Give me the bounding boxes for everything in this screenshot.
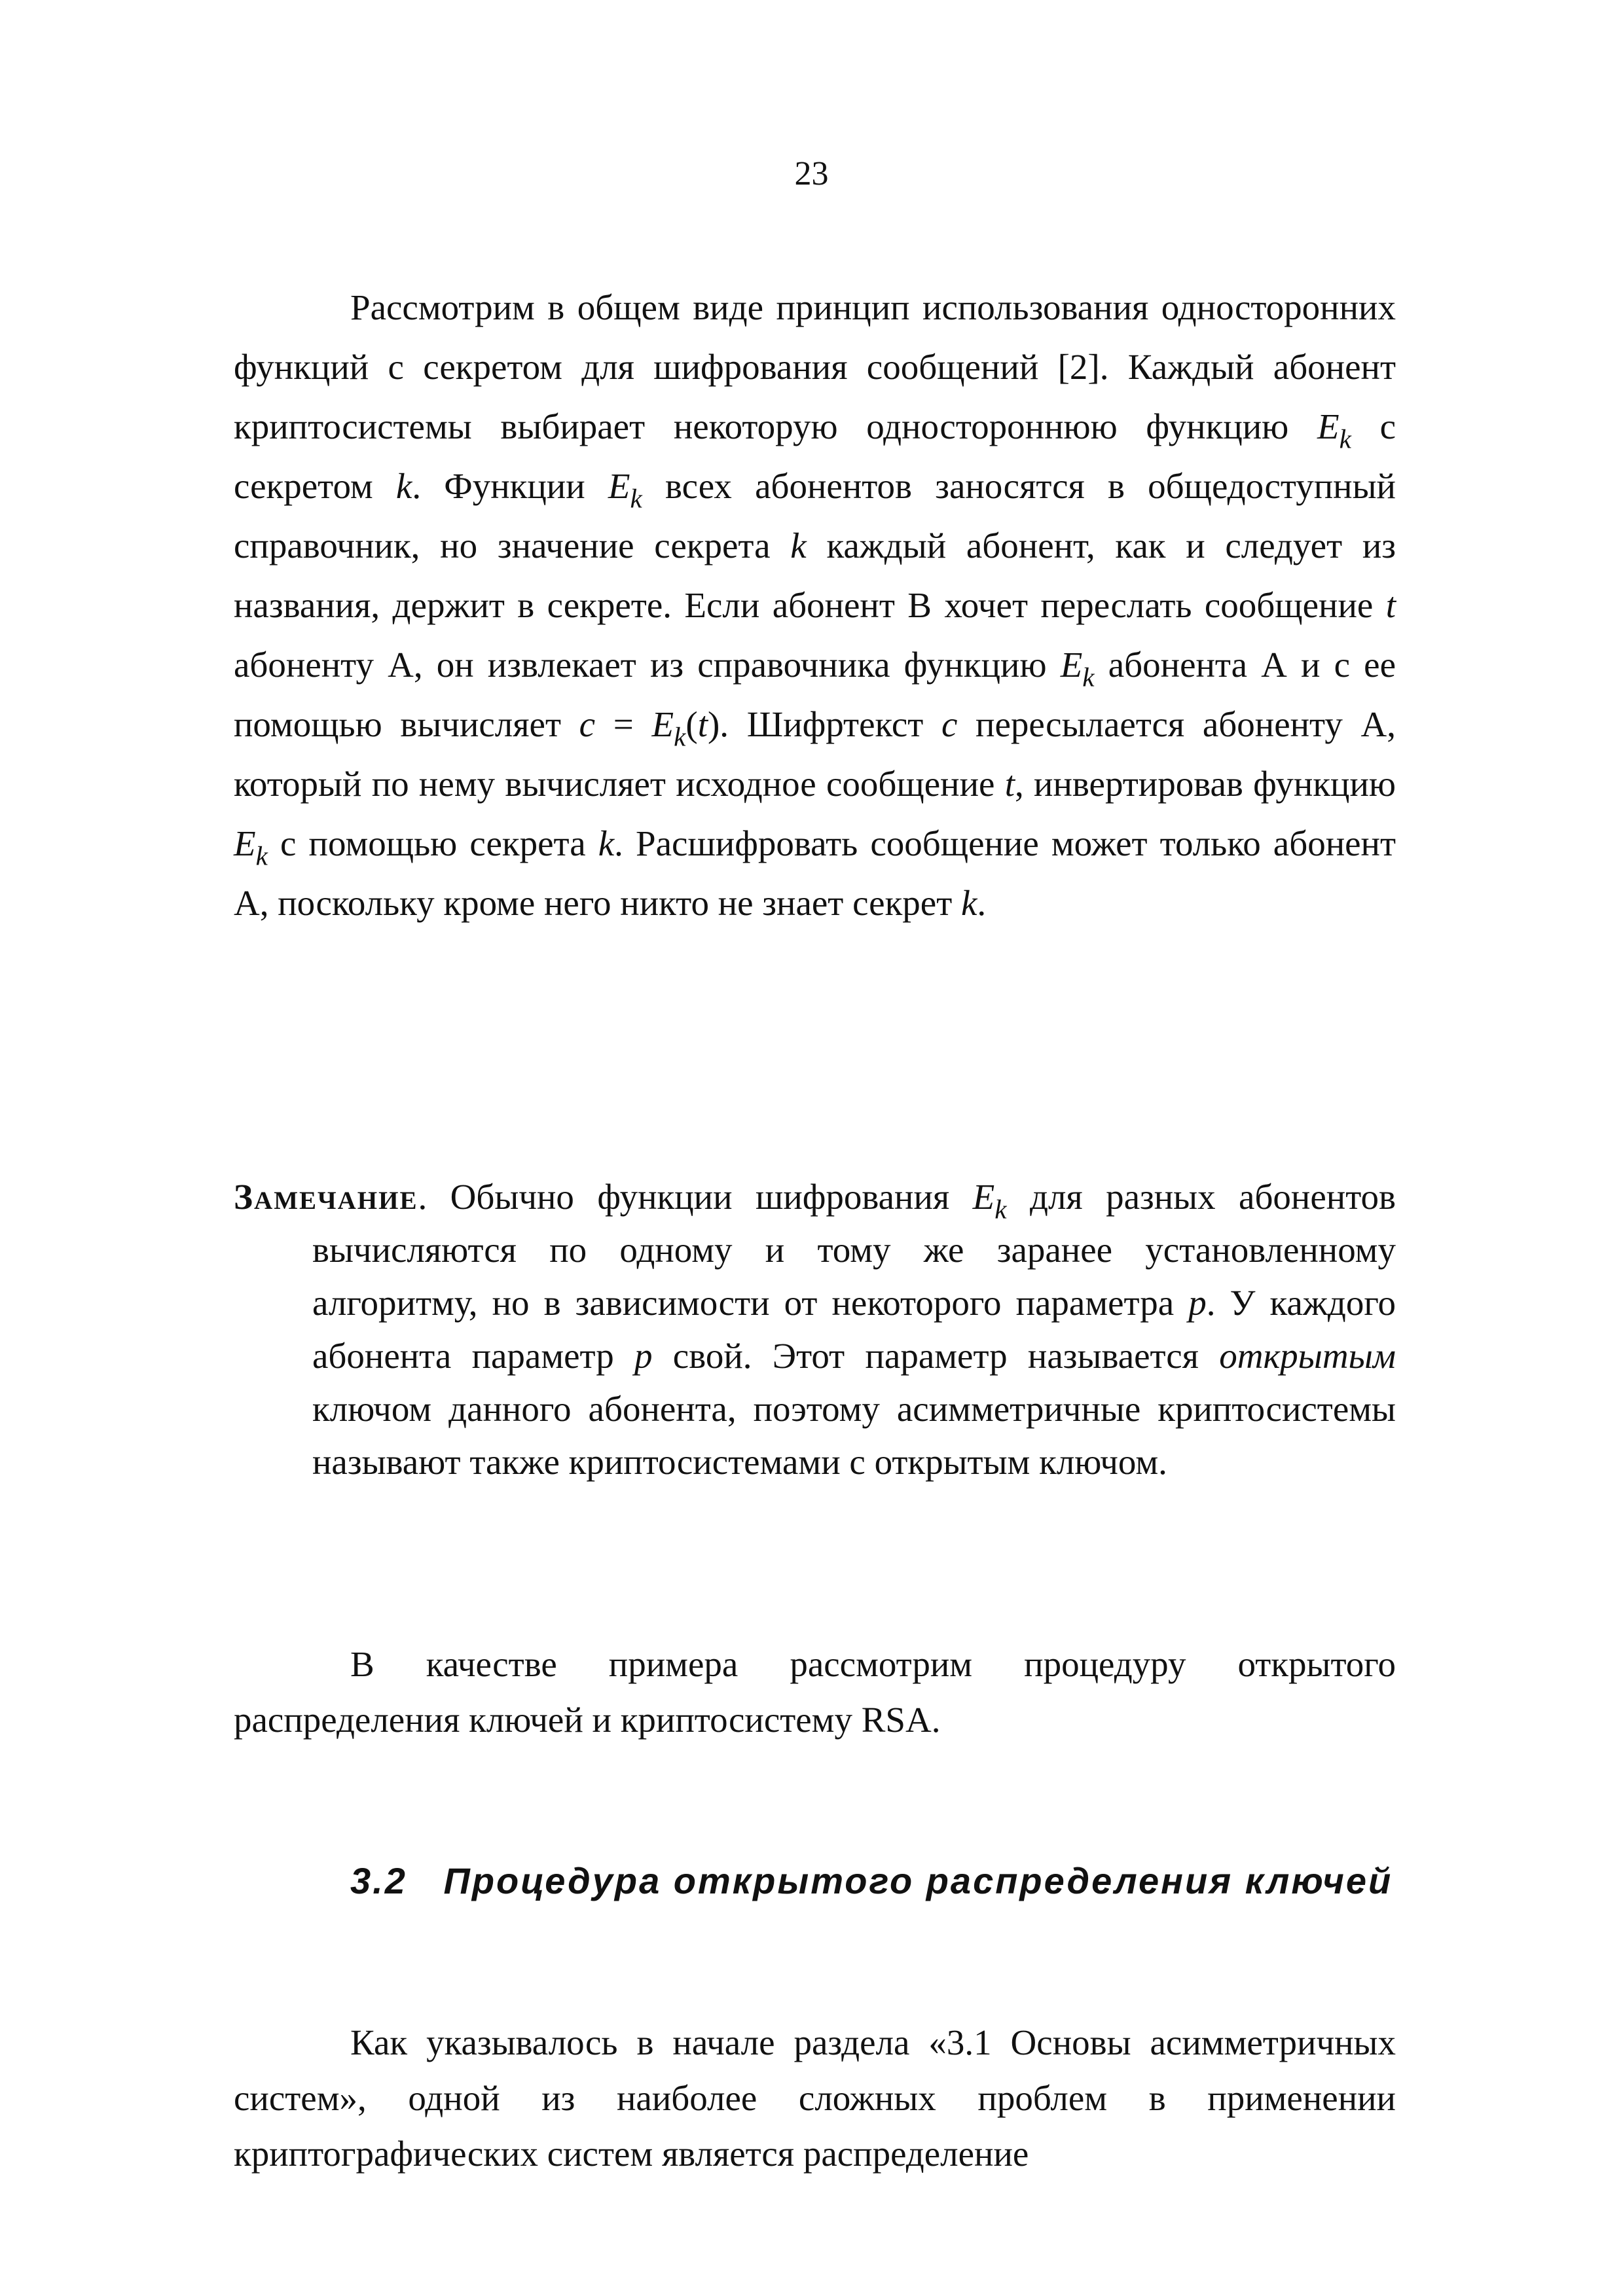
paragraph-text: В качестве примера рассмотрим процедуру открытого распределения ключей и криптосистему RSA.	[234, 1644, 1396, 1740]
paragraph-text: Как указывалось в начале раздела «3.1 Основы асимметричных систем», одной из наиболее сложных проблем в применении криптографических систем является распределение	[234, 2022, 1396, 2174]
emphasis-open: открытым	[1219, 1336, 1396, 1376]
page-number: 23	[794, 155, 829, 192]
paragraph-example	[234, 1636, 1396, 1748]
paragraph-one-way-functions	[234, 278, 1396, 933]
paragraph-text: Рассмотрим в общем виде принцип использования односторонних функций с секретом для шифрования сообщений [2]. Каждый абонент криптосистемы выбирает некоторую одностороннюю функцию $E_k$ с секретом k. Функции $E_k$ всех абонентов заносятся в общедоступный справочник, но значение секрета k каждый абонент, как и следует из названия, держит в секрете. Если абонент В хочет переслать сообщение t абоненту А, он извлекает из справочника функцию $E_k$ абонента А и с ее помощью вычисляет $c = E_k(t)$. Шифртекст c пересылается абоненту А, который по нему вычисляет исходное сообщение t, инвертировав функцию $E_k$ с помощью секрета k. Расшифровать сообщение может только абонент А, поскольку кроме него никто не знает секрет k.	[234, 287, 1396, 923]
section-heading	[234, 1835, 1396, 1927]
section-title: Процедура открытого распределения ключей	[443, 1860, 1393, 1901]
remark-text: Замечание. Обычно функции шифрования $E_k$ для разных абонентов вычисляются по одному и тому же заранее установленному алгоритму, но в зависимости от некоторого параметра p. У каждого абонента параметр p свой. Этот параметр называется открытым ключом данного абонента, поэтому асимметричные криптосистемы называют также криптосистемами с открытым ключом.	[234, 1177, 1396, 1482]
paragraph-distribution	[234, 2015, 1396, 2181]
section-number: 3.2	[350, 1860, 407, 1901]
remark-label: Замечание	[234, 1177, 418, 1217]
remark-block	[234, 1170, 1396, 1488]
